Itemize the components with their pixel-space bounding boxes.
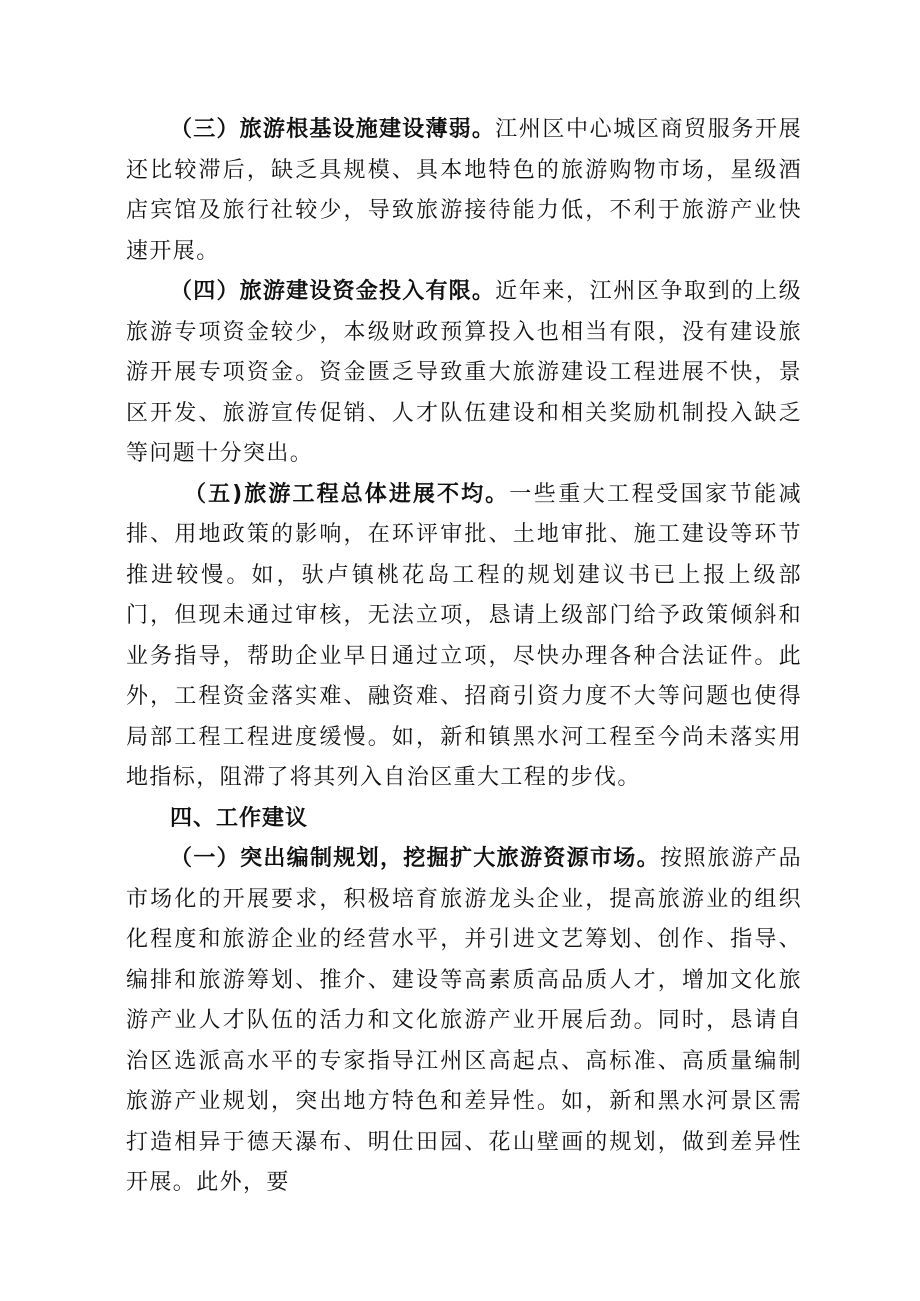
section-five-body: 一些重大工程受国家节能减排、用地政策的影响，在环评审批、土地审批、施工建设等环节推进较慢。如，驮卢镇桃花岛工程的规划建议书已上报上级部门，但现未通过审核，无法立项，恳请上级部门给予政策倾斜和业务指导，帮助企业早日通过立项，尽快办理各种合法证件。此外，工程资金落实难、融资难、招商引资力度不大等问题也使得局部工程工程进度缓慢。如，新和镇黑水河工程至今尚未落实用地指标，阻滞了将其列入自治区重大工程的步伐。 (126, 481, 802, 790)
section-four-paragraph (126, 272, 802, 475)
recommendation-one-body: 按照旅游产品市场化的开展要求，积极培育旅游龙头企业，提高旅游业的组织化程度和旅游企业的经营水平，并引进文艺筹划、创作、指导、编排和旅游筹划、推介、建设等高素质高品质人才，增加文化旅游产业人才队伍的活力和文化旅游产业开展后劲。同时，恳请自治区选派高水平的专家指导江州区高起点、高标准、高质量编制旅游产业规划，突出地方特色和差异性。如，新和黑水河景区需打造相异于德天瀑布、明仕田园、花山壁画的规划，做到差异性开展。此外，要 (126, 846, 802, 1195)
section-three-lead: （三）旅游根基设施建设薄弱。 (170, 117, 496, 142)
document-page (126, 110, 802, 1204)
section-five-lead: （五)旅游工程总体进展不均。 (184, 481, 510, 507)
recommendation-one-lead: （一）突出编制规划，挖掘扩大旅游资源市场。 (170, 846, 660, 871)
work-recommendations-heading: 四、工作建议 (170, 805, 309, 831)
section-four-body: 近年来，江州区争取到的上级旅游专项资金较少，本级财政预算投入也相当有限，没有建设旅游开展专项资金。资金匮乏导致重大旅游建设工程进展不快，景区开发、旅游宣传促销、人才队伍建设和相关奖励机制投入缺乏等问题十分突出。 (126, 279, 802, 466)
recommendation-one-paragraph (126, 839, 802, 1204)
section-five-paragraph (126, 475, 802, 799)
section-three-body: 江州区中心城区商贸服务开展还比较滞后，缺乏具规模、具本地特色的旅游购物市场，星级酒店宾馆及旅行社较少，导致旅游接待能力低，不利于旅游产业快速开展。 (126, 117, 802, 264)
section-three-paragraph (126, 110, 802, 272)
section-four-lead: （四）旅游建设资金投入有限。 (170, 279, 496, 304)
